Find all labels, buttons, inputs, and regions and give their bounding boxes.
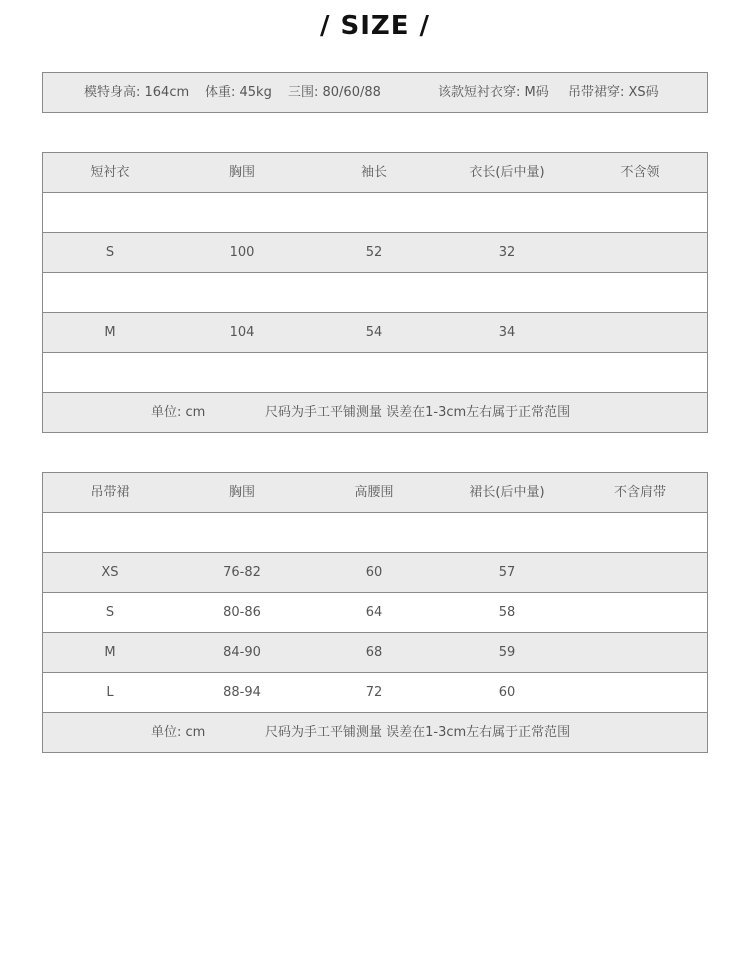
- table-cell: [573, 633, 707, 672]
- table-cell: [307, 273, 441, 312]
- table-cell: 32: [498, 245, 516, 260]
- table-cell: [177, 273, 307, 312]
- table-cell: 80-86: [223, 605, 261, 620]
- table-row: [43, 233, 707, 273]
- unit-note: 单位: cm: [151, 725, 206, 740]
- table-note-row: [43, 393, 707, 433]
- table-cell: 57: [498, 565, 516, 580]
- model-measurements: 三围: 80/60/88: [288, 85, 381, 100]
- table-header-row: [43, 473, 707, 513]
- page-title: / SIZE /: [319, 11, 431, 41]
- table-cell: [441, 193, 573, 232]
- table-cell: [177, 353, 307, 392]
- model-dress-size: 吊带裙穿: XS码: [568, 85, 659, 100]
- table-cell: 54: [365, 325, 383, 340]
- table-cell: 64: [365, 605, 383, 620]
- table-cell: [307, 193, 441, 232]
- table-cell: 34: [498, 325, 516, 340]
- table-cell: L: [106, 685, 114, 700]
- table-cell: [43, 193, 177, 232]
- table-cell: [573, 673, 707, 712]
- table-header-row: [43, 153, 707, 193]
- table-cell: [573, 233, 707, 272]
- header-cell: 胸围: [228, 485, 255, 500]
- table-cell: 72: [365, 685, 383, 700]
- header-cell: 短衬衣: [90, 165, 130, 180]
- measurement-note: 尺码为手工平铺测量 误差在1-3cm左右属于正常范围: [265, 405, 571, 420]
- table-cell: XS: [101, 565, 119, 580]
- table-cell: [573, 313, 707, 352]
- table-cell: [573, 553, 707, 592]
- header-cell: 胸围: [228, 165, 255, 180]
- table-cell: M: [104, 645, 116, 660]
- header-cell: 不含领: [620, 165, 660, 180]
- table-cell: 100: [229, 245, 255, 260]
- table-row: [43, 193, 707, 233]
- header-cell: 袖长: [360, 165, 387, 180]
- table-cell: S: [105, 245, 115, 260]
- header-cell: 裙长(后中量): [469, 485, 545, 500]
- header-cell: 吊带裙: [90, 485, 130, 500]
- table-cell: [43, 273, 177, 312]
- table-cell: 60: [498, 685, 516, 700]
- table-cell: [573, 593, 707, 632]
- measurement-note: 尺码为手工平铺测量 误差在1-3cm左右属于正常范围: [265, 725, 571, 740]
- dress-size-table: [42, 472, 708, 753]
- table-cell: M: [104, 325, 116, 340]
- table-row: [43, 593, 707, 633]
- table-cell: [441, 353, 573, 392]
- table-cell: S: [105, 605, 115, 620]
- table-cell: [573, 193, 707, 232]
- table-row: [43, 313, 707, 353]
- table-cell: [573, 353, 707, 392]
- model-weight: 体重: 45kg: [205, 85, 272, 100]
- table-cell: 52: [365, 245, 383, 260]
- model-info-bar: [42, 72, 708, 113]
- table-cell: 68: [365, 645, 383, 660]
- model-height: 模特身高: 164cm: [84, 85, 190, 100]
- table-cell: 84-90: [223, 645, 261, 660]
- table-cell: 76-82: [223, 565, 261, 580]
- table-cell: [573, 273, 707, 312]
- header-cell: 不含肩带: [613, 485, 666, 500]
- table-row: [43, 353, 707, 393]
- table-row: [43, 673, 707, 713]
- shirt-size-table: [42, 152, 708, 433]
- table-cell: [177, 193, 307, 232]
- table-cell: [43, 513, 177, 552]
- header-cell: 高腰围: [354, 485, 394, 500]
- table-row: [43, 273, 707, 313]
- table-cell: [43, 353, 177, 392]
- table-cell: [573, 513, 707, 552]
- table-cell: 104: [229, 325, 255, 340]
- table-cell: 59: [498, 645, 516, 660]
- table-cell: [441, 513, 573, 552]
- header-cell: 衣长(后中量): [469, 165, 545, 180]
- table-cell: 60: [365, 565, 383, 580]
- unit-note: 单位: cm: [151, 405, 206, 420]
- table-cell: [177, 513, 307, 552]
- table-row: [43, 513, 707, 553]
- table-cell: [307, 353, 441, 392]
- table-cell: [307, 513, 441, 552]
- table-cell: 88-94: [223, 685, 261, 700]
- table-cell: 58: [498, 605, 516, 620]
- table-note-row: [43, 713, 707, 753]
- table-row: [43, 633, 707, 673]
- table-cell: [441, 273, 573, 312]
- model-shirt-size: 该款短衬衣穿: M码: [438, 85, 549, 100]
- table-row: [43, 553, 707, 593]
